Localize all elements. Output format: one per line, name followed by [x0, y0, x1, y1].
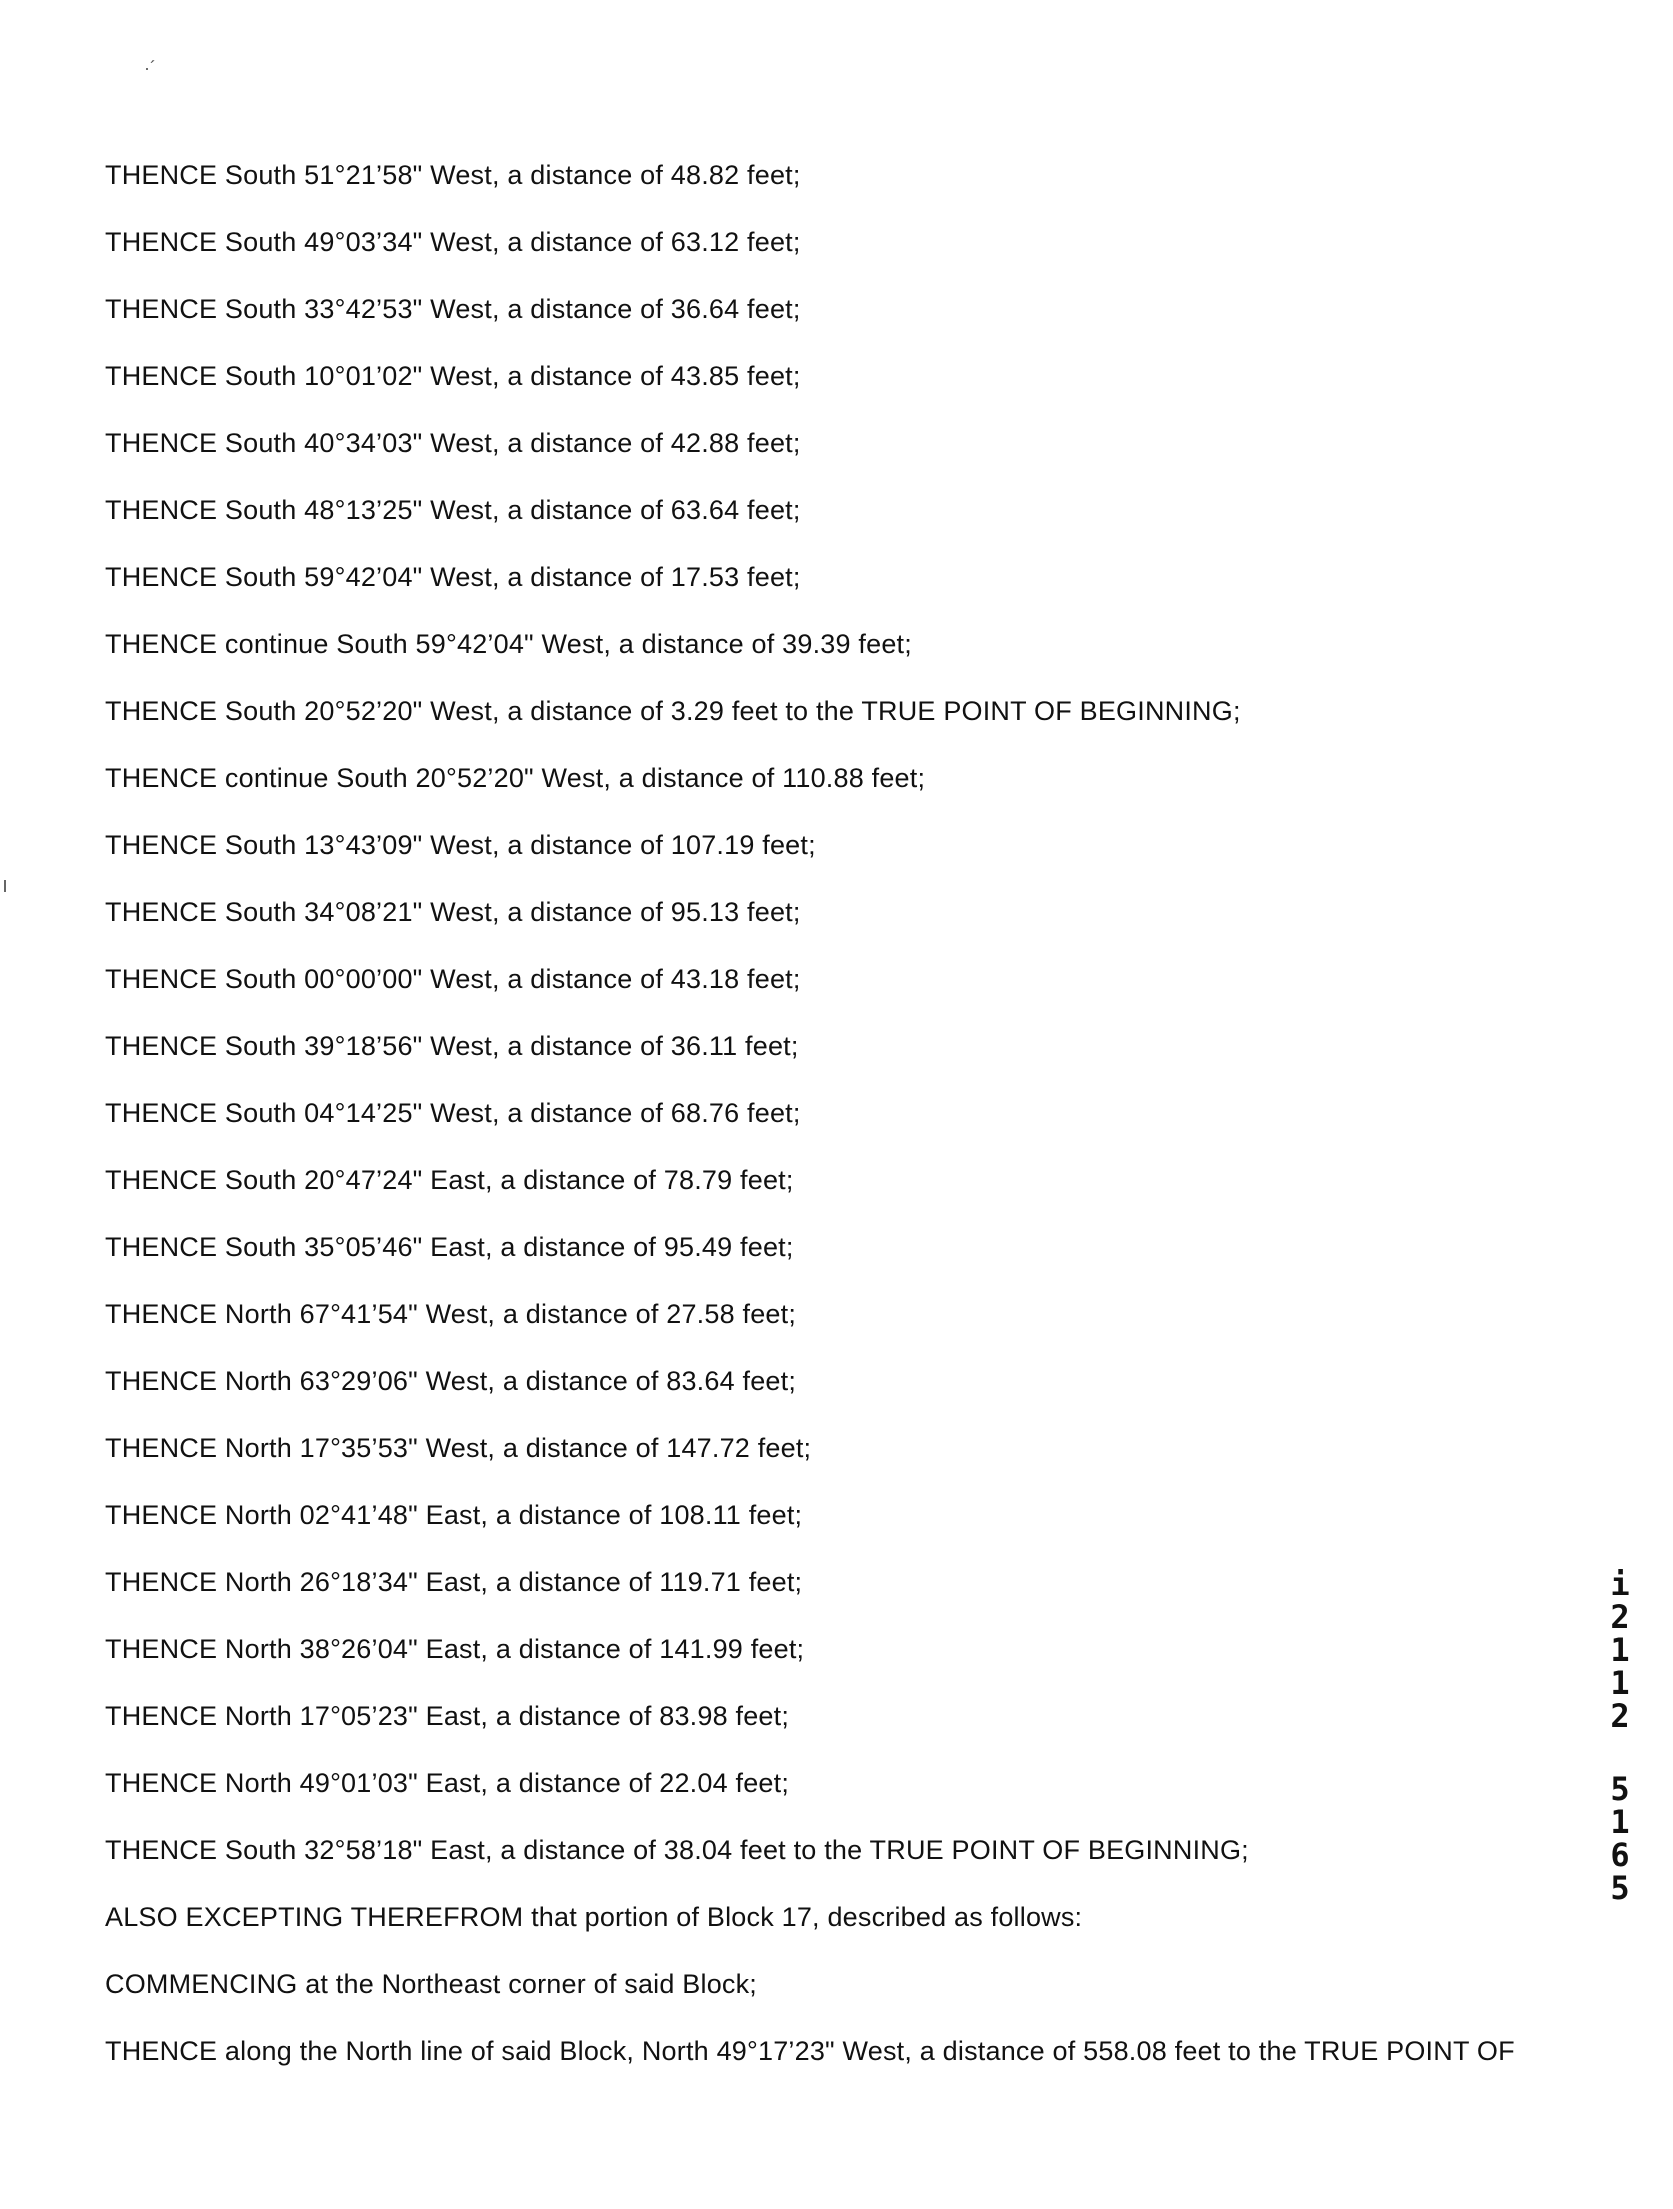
stamp-digit: 1 — [1610, 1803, 1630, 1841]
text-line: THENCE North 49°01’03" East, a distance of 22.04 feet; — [105, 1768, 790, 1798]
stamp-digit: 2 — [1610, 1598, 1630, 1636]
margin-tick — [4, 880, 6, 892]
stamp-digit: 1 — [1610, 1664, 1630, 1702]
corner-mark: ·´ — [144, 58, 156, 78]
stamp-digit: 5 — [1610, 1770, 1630, 1808]
stamp-digit: 1 — [1610, 1631, 1630, 1669]
text-line: THENCE North 26°18’34" East, a distance of 119.71 feet; — [105, 1567, 803, 1597]
text-line: THENCE South 34°08’21" West, a distance of 95.13 feet; — [105, 897, 801, 927]
text-line: THENCE North 38°26’04" East, a distance of 141.99 feet; — [105, 1634, 805, 1664]
stamp-digit: i — [1610, 1565, 1630, 1603]
text-line: THENCE North 63°29’06" West, a distance of 83.64 feet; — [105, 1366, 797, 1396]
text-line: THENCE along the North line of said Block, North 49°17’23" West, a distance of 558.08 feet to the TRUE POINT OF — [105, 2036, 1515, 2066]
text-line: THENCE South 20°47’24" East, a distance of 78.79 feet; — [105, 1165, 794, 1195]
stamp-digit: 2 — [1610, 1697, 1630, 1735]
text-line: THENCE South 04°14’25" West, a distance of 68.76 feet; — [105, 1098, 801, 1128]
text-line: THENCE South 00°00’00" West, a distance of 43.18 feet; — [105, 964, 801, 994]
text-line: THENCE North 17°05’23" East, a distance of 83.98 feet; — [105, 1701, 790, 1731]
document-number-stamp-lower — [1600, 1770, 1640, 1907]
text-line: THENCE continue South 20°52’20" West, a distance of 110.88 feet; — [105, 763, 926, 793]
text-line: THENCE South 59°42’04" West, a distance of 17.53 feet; — [105, 562, 801, 592]
stamp-digit: 5 — [1610, 1869, 1630, 1907]
text-line: THENCE North 67°41’54" West, a distance of 27.58 feet; — [105, 1299, 797, 1329]
text-line: THENCE South 10°01’02" West, a distance of 43.85 feet; — [105, 361, 801, 391]
stamp-digit: 6 — [1610, 1836, 1630, 1874]
text-line: THENCE South 32°58’18" East, a distance of 38.04 feet to the TRUE POINT OF BEGINNING; — [105, 1835, 1249, 1865]
text-line: THENCE South 13°43’09" West, a distance of 107.19 feet; — [105, 830, 816, 860]
text-line: ALSO EXCEPTING THEREFROM that portion of Block 17, described as follows: — [105, 1902, 1083, 1932]
text-line: THENCE South 35°05’46" East, a distance of 95.49 feet; — [105, 1232, 794, 1262]
text-line: THENCE South 48°13’25" West, a distance of 63.64 feet; — [105, 495, 801, 525]
text-line: THENCE South 20°52’20" West, a distance of 3.29 feet to the TRUE POINT OF BEGINNING; — [105, 696, 1241, 726]
text-line: THENCE South 39°18’56" West, a distance of 36.11 feet; — [105, 1031, 799, 1061]
text-line: THENCE South 33°42’53" West, a distance of 36.64 feet; — [105, 294, 801, 324]
text-line: THENCE North 02°41’48" East, a distance of 108.11 feet; — [105, 1500, 803, 1530]
text-line: THENCE North 17°35’53" West, a distance of 147.72 feet; — [105, 1433, 812, 1463]
text-line: THENCE continue South 59°42’04" West, a distance of 39.39 feet; — [105, 629, 912, 659]
text-line: THENCE South 40°34’03" West, a distance of 42.88 feet; — [105, 428, 801, 458]
text-line: COMMENCING at the Northeast corner of said Block; — [105, 1969, 758, 1999]
text-line: THENCE South 49°03’34" West, a distance of 63.12 feet; — [105, 227, 801, 257]
text-line: THENCE South 51°21’58" West, a distance of 48.82 feet; — [105, 160, 801, 190]
document-number-stamp-upper — [1600, 1565, 1640, 1735]
